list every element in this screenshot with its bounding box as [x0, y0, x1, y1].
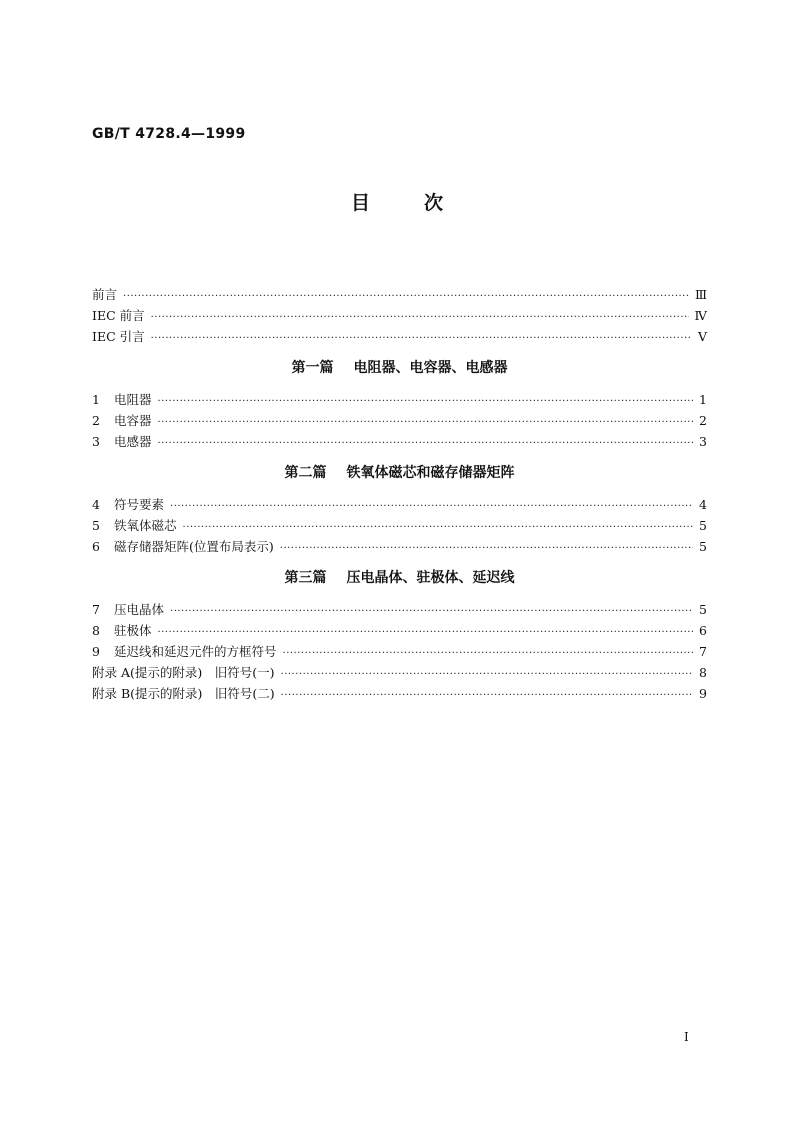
toc-entry-6[interactable]: [92, 536, 707, 557]
toc-entry-number: 9: [92, 644, 100, 659]
toc-entry-page: Ⅴ: [697, 329, 707, 344]
page-number: Ⅰ: [684, 1030, 689, 1044]
part-number: 第二篇: [284, 465, 327, 481]
dot-leader: [158, 391, 693, 412]
part-heading-1: [92, 347, 707, 389]
toc-entry-label: 延迟线和延迟元件的方框符号: [114, 644, 277, 659]
toc-entry-3[interactable]: [92, 431, 707, 452]
part-title: 压电晶体、驻极体、延迟线: [346, 570, 515, 586]
toc-entry-iec-introduction[interactable]: [92, 326, 707, 347]
toc-entry-page: 1: [699, 392, 707, 407]
dot-leader: [170, 601, 693, 622]
part-number: 第三篇: [284, 570, 327, 586]
toc-entry-number: 8: [92, 623, 100, 638]
part-title: 铁氧体磁芯和磁存储器矩阵: [346, 465, 515, 481]
toc-entry-1[interactable]: [92, 389, 707, 410]
dot-leader: [280, 538, 693, 559]
toc-entry-label: 铁氧体磁芯: [114, 518, 177, 533]
toc-entry-number: 5: [92, 518, 100, 533]
toc-entry-page: 4: [699, 497, 707, 512]
toc-entry-2[interactable]: [92, 410, 707, 431]
toc-entry-label: 磁存储器矩阵(位置布局表示): [114, 539, 274, 554]
toc-entry-page: Ⅲ: [694, 287, 707, 302]
toc-entry-label: 符号要素: [114, 497, 165, 512]
toc-entry-label: IEC 前言: [92, 308, 145, 323]
toc-entry-number: 2: [92, 413, 100, 428]
toc-entry-label: 前言: [92, 287, 118, 302]
dot-leader: [158, 412, 693, 433]
part-heading-3: [92, 557, 707, 599]
standard-number: GB/T 4728.4—1999: [92, 126, 246, 142]
dot-leader: [281, 664, 693, 685]
toc-entry-page: 6: [699, 623, 707, 638]
toc-entry-appendix-b[interactable]: [92, 683, 707, 704]
toc-entry-label: 附录 B(提示的附录) 旧符号(二): [92, 686, 275, 701]
toc-entry-number: 1: [92, 392, 100, 407]
part-heading-2: [92, 452, 707, 494]
toc-entry-label: 电容器: [114, 413, 152, 428]
dot-leader: [158, 622, 693, 643]
toc-entry-label: 附录 A(提示的附录) 旧符号(一): [92, 665, 275, 680]
toc-entry-page: 3: [699, 434, 707, 449]
toc-entry-7[interactable]: [92, 599, 707, 620]
toc-entry-page: 5: [699, 539, 707, 554]
part-number: 第一篇: [291, 360, 334, 376]
dot-leader: [158, 433, 693, 454]
toc-entry-page: 5: [699, 602, 707, 617]
toc-entry-page: 2: [699, 413, 707, 428]
toc-entry-number: 4: [92, 497, 100, 512]
toc-entry-8[interactable]: [92, 620, 707, 641]
toc-entry-label: 电感器: [114, 434, 152, 449]
toc-entry-appendix-a[interactable]: [92, 662, 707, 683]
toc-entry-page: 5: [699, 518, 707, 533]
page-title: 目次: [350, 192, 497, 214]
toc-entry-foreword[interactable]: [92, 284, 707, 305]
part-title: 电阻器、电容器、电感器: [353, 360, 508, 376]
dot-leader: [281, 685, 693, 706]
toc-entry-label: 压电晶体: [114, 602, 165, 617]
dot-leader: [151, 307, 689, 328]
dot-leader: [283, 643, 693, 664]
toc-entry-number: 7: [92, 602, 100, 617]
toc-entry-page: Ⅳ: [694, 308, 707, 323]
table-of-contents: [92, 284, 707, 704]
toc-entry-5[interactable]: [92, 515, 707, 536]
dot-leader: [123, 286, 689, 307]
dot-leader: [170, 496, 693, 517]
toc-entry-iec-foreword[interactable]: [92, 305, 707, 326]
dot-leader: [151, 328, 692, 349]
toc-entry-label: IEC 引言: [92, 329, 145, 344]
toc-entry-number: 6: [92, 539, 100, 554]
toc-entry-label: 驻极体: [114, 623, 152, 638]
toc-entry-4[interactable]: [92, 494, 707, 515]
toc-entry-label: 电阻器: [114, 392, 152, 407]
toc-entry-page: 8: [699, 665, 707, 680]
toc-entry-page: 9: [699, 686, 707, 701]
toc-entry-page: 7: [699, 644, 707, 659]
dot-leader: [183, 517, 693, 538]
toc-entry-number: 3: [92, 434, 100, 449]
toc-entry-9[interactable]: [92, 641, 707, 662]
